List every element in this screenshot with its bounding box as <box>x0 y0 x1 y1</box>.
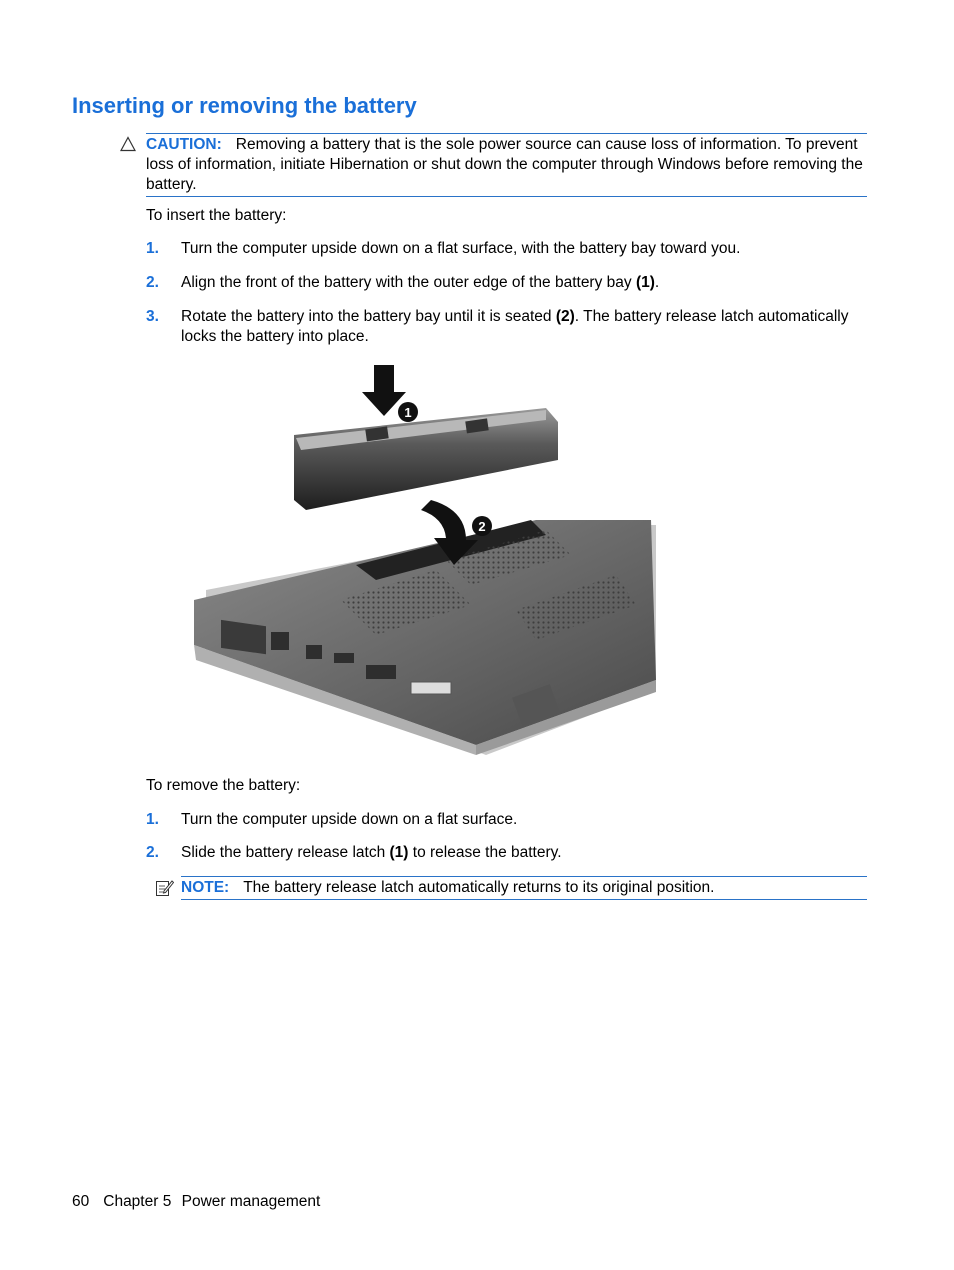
insert-step-3 <box>146 307 867 347</box>
caution-text: Removing a battery that is the sole power source can cause loss of information. To prevent loss of information, initiate Hibernation or shut down the computer through Windows before removing the battery. <box>146 136 863 193</box>
step-number: 1. <box>146 240 159 257</box>
step-text: Turn the computer upside down on a flat surface. <box>181 811 518 828</box>
step-number: 2. <box>146 274 159 291</box>
step-text-end: . <box>654 274 660 291</box>
note-pencil-icon <box>155 878 174 897</box>
step-number: 2. <box>146 844 159 861</box>
step-text: Rotate the battery into the battery bay until it is seated <box>181 308 556 325</box>
step-text: Turn the computer upside down on a flat surface, with the battery bay toward you. <box>181 240 741 257</box>
insert-step-2 <box>146 273 867 293</box>
step-callout-ref: (1) <box>635 274 655 291</box>
chapter-label: Chapter 5 <box>103 1193 172 1210</box>
remove-intro: To remove the battery: <box>146 777 301 794</box>
note-text: The battery release latch automatically returns to its original position. <box>243 879 715 896</box>
insert-intro: To insert the battery: <box>146 207 287 224</box>
page-title: Inserting or removing the battery <box>72 93 417 118</box>
step-number: 1. <box>146 811 159 828</box>
caution-triangle-icon <box>120 136 136 152</box>
step-text: Align the front of the battery with the outer edge of the battery bay <box>181 274 636 291</box>
step-number: 3. <box>146 308 159 325</box>
caution-callout <box>146 133 867 197</box>
battery-insertion-illustration <box>186 360 662 760</box>
note-label: NOTE: <box>181 879 230 896</box>
remove-step-1 <box>146 810 867 830</box>
note-callout <box>181 876 867 900</box>
figure-callout-1: 1 <box>404 405 412 420</box>
insert-step-1 <box>146 239 867 259</box>
page-footer <box>72 1193 334 1211</box>
step-text-end: to release the battery. <box>408 844 562 861</box>
remove-step-2 <box>146 843 867 863</box>
step-text-end: . The battery release latch automatically locks the battery into place. <box>181 308 849 345</box>
step-callout-ref: (1) <box>389 844 409 861</box>
figure-callout-2: 2 <box>478 519 486 534</box>
page-number: 60 <box>72 1193 90 1210</box>
caution-label: CAUTION: <box>146 136 222 153</box>
step-callout-ref: (2) <box>555 308 575 325</box>
section-label: Power management <box>181 1193 321 1210</box>
step-text: Slide the battery release latch <box>181 844 390 861</box>
